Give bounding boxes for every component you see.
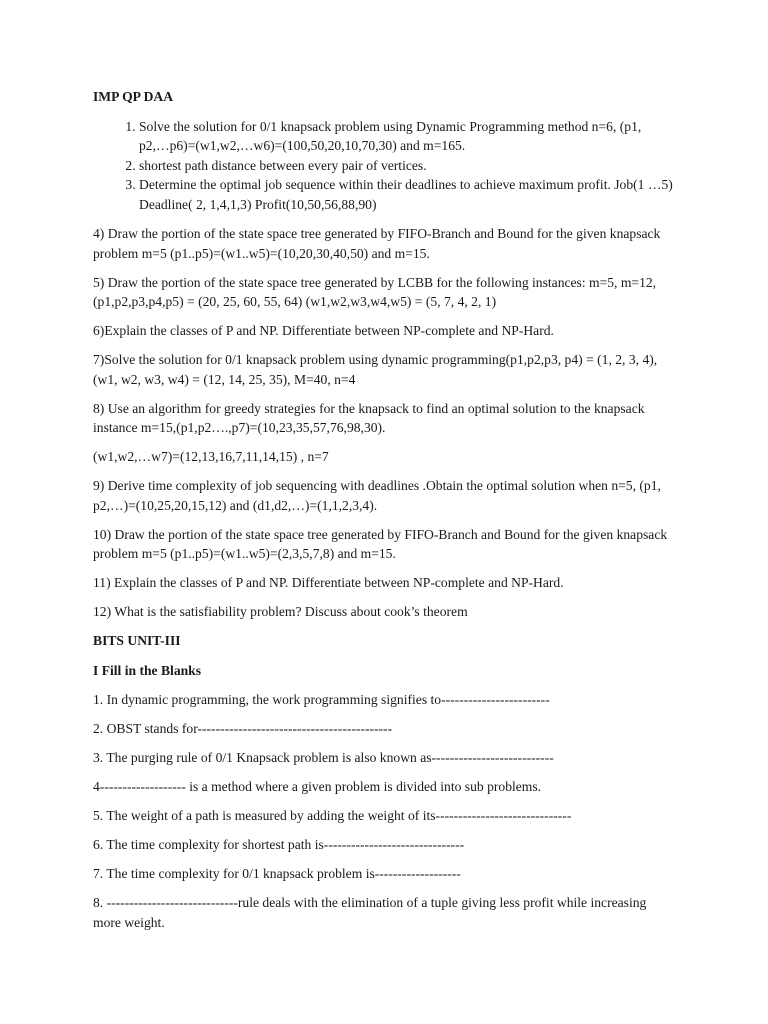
section-title: BITS UNIT-III <box>93 633 181 648</box>
question-paragraph: 8) Use an algorithm for greedy strategies for the knapsack to find an optimal solution to the knapsack instance m=15,(p1,p2….,p7)=(10,23,35,57,76,98,30). <box>93 400 645 435</box>
fill-blank-item: 8. -----------------------------rule deals with the elimination of a tuple giving less profit while increasing more weight. <box>93 895 647 930</box>
list-item: 1. Solve the solution for 0/1 knapsack problem using Dynamic Programming method n=6, (p1, p2,…p6)=(w1,w2,…w6)=(100,50,20,10,70,30) and m=165. <box>139 117 673 156</box>
question-paragraph: 4) Draw the portion of the state space tree generated by FIFO-Branch and Bound for the given knapsack problem m=5 (p1..p5)=(w1..w5)=(10,20,30,40,50) and m=15. <box>93 226 661 261</box>
list-item: 3. Determine the optimal job sequence within their deadlines to achieve maximum profit. Job(1 …5) Deadline( 2, 1,4,1,3) Profit(10,50,56,88,90) <box>139 175 673 214</box>
fill-blank-item: 1. In dynamic programming, the work programming signifies to------------------------ <box>93 692 550 707</box>
fill-blank-item: 7. The time complexity for 0/1 knapsack problem is------------------- <box>93 866 461 881</box>
question-paragraph: 5) Draw the portion of the state space tree generated by LCBB for the following instances: m=5, m=12, (p1,p2,p3,p4,p5) = (20, 25, 60, 55, 64) (w1,w2,w3,w4,w5) = (5, 7, 4, 2, 1) <box>93 274 657 309</box>
document-page <box>93 87 673 942</box>
question-paragraph: 11) Explain the classes of P and NP. Differentiate between NP-complete and NP-Hard. <box>93 575 564 590</box>
question-paragraph: 6)Explain the classes of P and NP. Differentiate between NP-complete and NP-Hard. <box>93 323 554 338</box>
fill-blank-item: 3. The purging rule of 0/1 Knapsack problem is also known as--------------------------- <box>93 750 554 765</box>
question-paragraph: (w1,w2,…w7)=(12,13,16,7,11,14,15) , n=7 <box>93 449 329 464</box>
question-paragraph: 10) Draw the portion of the state space tree generated by FIFO-Branch and Bound for the given knapsack problem m=5 (p1..p5)=(w1..w5)=(2,3,5,7,8) and m=15. <box>93 526 668 561</box>
list-item: 2. shortest path distance between every pair of vertices. <box>139 156 673 176</box>
question-paragraph: 12) What is the satisfiability problem? Discuss about cook’s theorem <box>93 604 468 619</box>
fill-blank-item: 6. The time complexity for shortest path is------------------------------- <box>93 837 465 852</box>
subsection-title: I Fill in the Blanks <box>93 662 202 678</box>
fill-blank-item: 2. OBST stands for------------------------------------------- <box>93 721 393 736</box>
document-title: IMP QP DAA <box>93 89 174 104</box>
question-paragraph: 9) Derive time complexity of job sequencing with deadlines .Obtain the optimal solution when n=5, (p1, p2,…)=(10,25,20,15,12) and (d1,d2,…)=(1,1,2,3,4). <box>93 478 661 513</box>
fill-blank-item: 4------------------- is a method where a given problem is divided into sub problems. <box>93 779 542 794</box>
numbered-question-list <box>93 117 673 215</box>
fill-blank-item: 5. The weight of a path is measured by adding the weight of its------------------------------ <box>93 808 572 823</box>
question-paragraph: 7)Solve the solution for 0/1 knapsack problem using dynamic programming(p1,p2,p3, p4) = (1, 2, 3, 4), (w1, w2, w3, w4) = (12, 14, 25, 35), M=40, n=4 <box>93 352 658 387</box>
